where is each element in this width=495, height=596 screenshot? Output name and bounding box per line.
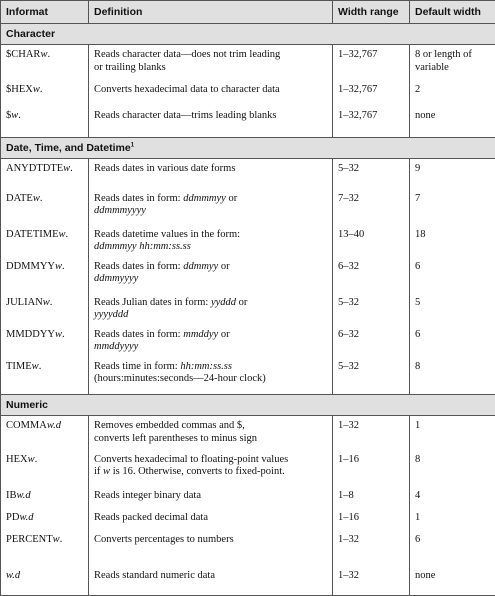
informat-argument: w	[40, 49, 47, 60]
section-header-row	[1, 24, 495, 45]
text-line: Reads standard numeric data	[94, 570, 327, 583]
informat-suffix: .	[18, 110, 21, 121]
informat-name: DATETIME	[6, 229, 59, 240]
definition-cell	[89, 80, 333, 106]
informat-name: ANYDTDTE	[6, 163, 63, 174]
informat-argument: w	[53, 534, 60, 545]
default-width-cell	[410, 566, 495, 596]
informat-suffix: .	[62, 329, 65, 340]
table-row	[1, 45, 495, 80]
header-width-range: Width range	[333, 1, 410, 24]
text-line: Reads dates in various date forms	[94, 163, 327, 176]
width-range-cell: 1–16	[333, 450, 410, 486]
width-range-cell: 7–32	[333, 189, 410, 225]
width-range-cell: 1–16	[333, 508, 410, 530]
text-segment: Reads Julian dates in form:	[94, 297, 211, 308]
text-line: none	[415, 570, 490, 583]
definition-cell	[89, 45, 333, 80]
informat-argument: w	[55, 329, 62, 340]
text-line: Converts percentages to numbers	[94, 534, 327, 547]
definition-cell	[89, 225, 333, 257]
table-row	[1, 80, 495, 106]
section-title-text: Character	[6, 28, 55, 40]
informat-argument: w.d	[47, 420, 61, 431]
informat-name: MMDDYY	[6, 329, 55, 340]
text-segment: or	[218, 329, 229, 340]
text-line: 8 or length of	[415, 49, 490, 62]
text-line	[94, 341, 327, 354]
section-header-row	[1, 138, 495, 159]
text-line: 18	[415, 229, 490, 242]
informat-argument: w	[43, 297, 50, 308]
header-informat: Informat	[1, 1, 89, 24]
text-segment: Reads time in form:	[94, 361, 180, 372]
informat-argument: w	[33, 193, 40, 204]
informat-name: JULIAN	[6, 297, 43, 308]
width-range-cell: 1–32,767	[333, 80, 410, 106]
footnote-marker: 1	[131, 143, 134, 149]
informat-suffix: .	[39, 361, 42, 372]
italic-text: ddmmyy	[183, 261, 218, 272]
section-title	[1, 24, 495, 45]
definition-cell	[89, 189, 333, 225]
informat-name-cell	[1, 416, 89, 450]
table-body	[1, 24, 495, 596]
text-line: Reads integer binary data	[94, 490, 327, 503]
italic-text: yyyyddd	[94, 309, 128, 320]
table-row	[1, 530, 495, 566]
informat-name-cell	[1, 45, 89, 80]
informat-name: $HEX	[6, 84, 33, 95]
width-range-cell: 5–32	[333, 159, 410, 189]
width-range-cell: 1–8	[333, 486, 410, 508]
text-line	[94, 193, 327, 206]
informat-argument: w	[32, 361, 39, 372]
table-row	[1, 325, 495, 357]
text-line	[94, 361, 327, 374]
default-width-cell	[410, 450, 495, 486]
italic-text: w	[103, 466, 110, 477]
default-width-cell	[410, 325, 495, 357]
informat-name: DATE	[6, 193, 33, 204]
default-width-cell	[410, 486, 495, 508]
informat-name: PERCENT	[6, 534, 53, 545]
width-range-cell: 13–40	[333, 225, 410, 257]
text-line: variable	[415, 62, 490, 75]
default-width-cell	[410, 45, 495, 80]
definition-cell	[89, 159, 333, 189]
default-width-cell	[410, 225, 495, 257]
informat-argument: w	[63, 163, 70, 174]
italic-text: ddmmmyyyy	[94, 205, 146, 216]
table-row	[1, 257, 495, 293]
informat-name: IB	[6, 490, 17, 501]
informat-name-cell	[1, 80, 89, 106]
section-title	[1, 138, 495, 159]
text-segment: Reads dates in form:	[94, 193, 183, 204]
informat-name-cell	[1, 189, 89, 225]
width-range-cell: 6–32	[333, 257, 410, 293]
definition-cell	[89, 257, 333, 293]
header-row	[1, 1, 495, 24]
text-line: 5	[415, 297, 490, 310]
width-range-cell: 1–32,767	[333, 106, 410, 138]
informat-argument: w	[55, 261, 62, 272]
informat-name-cell	[1, 106, 89, 138]
table-row	[1, 508, 495, 530]
text-segment: Reads dates in form:	[94, 329, 183, 340]
text-line: 6	[415, 534, 490, 547]
definition-cell	[89, 357, 333, 395]
informat-name-cell	[1, 225, 89, 257]
text-line: Reads datetime values in the form:	[94, 229, 327, 242]
informat-name-cell	[1, 450, 89, 486]
definition-cell	[89, 416, 333, 450]
text-line: Converts hexadecimal data to character data	[94, 84, 327, 97]
default-width-cell	[410, 293, 495, 325]
table-row	[1, 189, 495, 225]
default-width-cell	[410, 80, 495, 106]
informat-argument: w.d	[19, 512, 33, 523]
informat-name-cell	[1, 530, 89, 566]
text-segment: or	[218, 261, 229, 272]
definition-cell	[89, 293, 333, 325]
text-line: 7	[415, 193, 490, 206]
text-line: or trailing blanks	[94, 62, 327, 75]
informat-argument: w	[33, 84, 40, 95]
informat-name-cell	[1, 293, 89, 325]
text-segment: or	[226, 193, 237, 204]
text-line	[94, 261, 327, 274]
text-line	[94, 205, 327, 218]
text-line: none	[415, 110, 490, 123]
informat-suffix: .	[70, 163, 73, 174]
default-width-cell	[410, 159, 495, 189]
text-line: Reads character data—trims leading blanks	[94, 110, 327, 123]
section-header-row	[1, 395, 495, 416]
definition-cell	[89, 508, 333, 530]
informat-name: PD	[6, 512, 19, 523]
informat-name: TIME	[6, 361, 32, 372]
text-segment: if	[94, 466, 103, 477]
section-title-text: Date, Time, and Datetime	[6, 142, 131, 154]
italic-text: ddmmyyyy	[94, 273, 138, 284]
width-range-cell: 1–32,767	[333, 45, 410, 80]
width-range-cell: 1–32	[333, 530, 410, 566]
text-line: Reads packed decimal data	[94, 512, 327, 525]
default-width-cell	[410, 106, 495, 138]
definition-cell	[89, 486, 333, 508]
text-line: Converts hexadecimal to floating-point values	[94, 454, 327, 467]
width-range-cell: 5–32	[333, 357, 410, 395]
informat-name-cell	[1, 486, 89, 508]
table-row	[1, 293, 495, 325]
informat-name-cell	[1, 325, 89, 357]
width-range-cell: 6–32	[333, 325, 410, 357]
informat-argument: w	[59, 229, 66, 240]
text-line	[94, 241, 327, 254]
section-title-text: Numeric	[6, 399, 48, 411]
italic-text: hh:mm:ss.ss	[180, 361, 232, 372]
text-segment: or	[236, 297, 247, 308]
text-line: 9	[415, 163, 490, 176]
informat-name: COMMA	[6, 420, 47, 431]
table-row	[1, 159, 495, 189]
informat-suffix: .	[35, 454, 38, 465]
informat-suffix: .	[62, 261, 65, 272]
width-range-cell: 5–32	[333, 293, 410, 325]
informat-suffix: .	[60, 534, 63, 545]
text-line: 8	[415, 361, 490, 374]
definition-cell	[89, 530, 333, 566]
informat-name: $CHAR	[6, 49, 40, 60]
informat-argument: w.d	[17, 490, 31, 501]
italic-text: ddmmmyy hh:mm:ss.ss	[94, 241, 191, 252]
italic-text: mmddyyyy	[94, 341, 138, 352]
informat-name-cell	[1, 566, 89, 596]
informat-suffix: .	[47, 49, 50, 60]
text-line: 8	[415, 454, 490, 467]
definition-cell	[89, 106, 333, 138]
informat-suffix: .	[50, 297, 53, 308]
text-line: 4	[415, 490, 490, 503]
definition-cell	[89, 325, 333, 357]
default-width-cell	[410, 508, 495, 530]
table-row	[1, 357, 495, 395]
table-row	[1, 450, 495, 486]
text-line	[94, 309, 327, 322]
table-row	[1, 416, 495, 450]
text-line: (hours:minutes:seconds—24-hour clock)	[94, 373, 327, 386]
text-line	[94, 329, 327, 342]
width-range-cell: 1–32	[333, 566, 410, 596]
text-line: 2	[415, 84, 490, 97]
informat-name-cell	[1, 257, 89, 293]
default-width-cell	[410, 189, 495, 225]
italic-text: yyddd	[211, 297, 236, 308]
table-row	[1, 225, 495, 257]
header-default-width: Default width	[410, 1, 495, 24]
informat-suffix: .	[40, 84, 43, 95]
informat-name-cell	[1, 357, 89, 395]
default-width-cell	[410, 530, 495, 566]
text-line	[94, 297, 327, 310]
table-row	[1, 486, 495, 508]
table-row	[1, 566, 495, 596]
table-row	[1, 106, 495, 138]
header-definition: Definition	[89, 1, 333, 24]
text-line: Reads character data—does not trim leading	[94, 49, 327, 62]
italic-text: mmddyy	[183, 329, 218, 340]
text-line: 1	[415, 420, 490, 433]
informat-name-cell	[1, 508, 89, 530]
text-segment: Reads dates in form:	[94, 261, 183, 272]
informat-suffix: .	[66, 229, 69, 240]
informat-argument: w.d	[6, 570, 20, 581]
text-line: 6	[415, 261, 490, 274]
section-title	[1, 395, 495, 416]
informat-name: $	[6, 110, 11, 121]
default-width-cell	[410, 257, 495, 293]
text-line	[94, 466, 327, 479]
text-line: converts left parentheses to minus sign	[94, 433, 327, 446]
informat-name: HEX	[6, 454, 28, 465]
text-line	[94, 273, 327, 286]
informat-argument: w	[28, 454, 35, 465]
text-line: 1	[415, 512, 490, 525]
text-segment: is 16. Otherwise, converts to fixed-point.	[110, 466, 285, 477]
definition-cell	[89, 566, 333, 596]
text-line: 6	[415, 329, 490, 342]
default-width-cell	[410, 357, 495, 395]
informat-name: DDMMYY	[6, 261, 55, 272]
definition-cell	[89, 450, 333, 486]
text-line: Removes embedded commas and $,	[94, 420, 327, 433]
default-width-cell	[410, 416, 495, 450]
informat-name-cell	[1, 159, 89, 189]
informat-argument: w	[11, 110, 18, 121]
informat-suffix: .	[40, 193, 43, 204]
width-range-cell: 1–32	[333, 416, 410, 450]
italic-text: ddmmmyy	[183, 193, 226, 204]
